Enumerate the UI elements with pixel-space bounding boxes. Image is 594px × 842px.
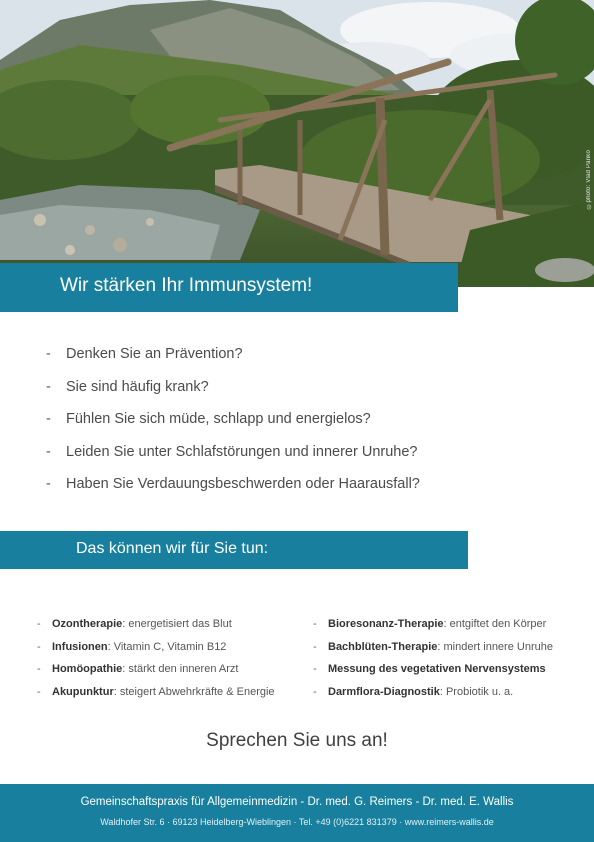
- list-item: [46, 476, 420, 509]
- service-desc: : Vitamin C, Vitamin B12: [107, 640, 227, 653]
- question-text: Sie sind häufig krank?: [66, 378, 209, 395]
- service-item: [313, 686, 553, 709]
- bullet-dash: -: [37, 640, 41, 653]
- service-item: [37, 618, 275, 641]
- question-text: Haben Sie Verdauungsbeschwerden oder Haarausfall?: [66, 476, 420, 492]
- bullet-dash: -: [46, 378, 51, 395]
- headline-banner: [0, 263, 458, 312]
- service-desc: : stärkt den inneren Arzt: [122, 663, 239, 675]
- bullet-dash: -: [46, 346, 51, 362]
- service-name: Akupunktur: [52, 685, 114, 698]
- service-desc: : Probiotik u. a.: [439, 685, 514, 698]
- bullet-dash: -: [46, 411, 51, 427]
- question-text: Fühlen Sie sich müde, schlapp und energielos?: [66, 411, 371, 427]
- service-name: Bioresonanz-Therapie: [328, 618, 444, 630]
- service-name: Bachblüten-Therapie: [328, 640, 438, 653]
- question-list: [46, 346, 420, 509]
- service-item: [37, 686, 275, 709]
- service-item: [313, 641, 553, 664]
- hero-photo: [0, 0, 594, 287]
- services-list-right: [313, 618, 553, 708]
- services-banner: [0, 531, 468, 569]
- service-desc: : mindert innere Unruhe: [437, 640, 553, 653]
- list-item: [46, 444, 420, 477]
- service-name: Infusionen: [52, 640, 108, 653]
- services-title: Das können wir für Sie tun:: [76, 540, 269, 557]
- mountain-bridge-illustration: [0, 0, 594, 287]
- question-text: Denken Sie an Prävention?: [66, 346, 243, 362]
- bullet-dash: -: [37, 685, 41, 698]
- bullet-dash: -: [313, 663, 317, 675]
- photo-credit: ©photo: Vlad Panko: [586, 150, 592, 209]
- bullet-dash: -: [37, 618, 41, 630]
- service-name: Messung des vegetativen Nervensystems: [328, 663, 546, 675]
- bullet-dash: -: [46, 476, 51, 492]
- bullet-dash: -: [313, 685, 317, 698]
- service-item: [313, 618, 553, 641]
- service-desc: : steigert Abwehrkräfte & Energie: [113, 685, 275, 698]
- question-text: Leiden Sie unter Schlafstörungen und innerer Unruhe?: [66, 443, 418, 460]
- service-item: [313, 663, 553, 686]
- list-item: [46, 411, 420, 444]
- service-desc: : energetisiert das Blut: [122, 618, 232, 630]
- list-item: [46, 346, 420, 379]
- service-name: Homöopathie: [52, 663, 123, 675]
- list-item: [46, 379, 420, 412]
- call-to-action: Sprechen Sie uns an!: [206, 730, 388, 751]
- services-list-left: [37, 618, 275, 708]
- bullet-dash: -: [37, 663, 41, 675]
- footer-contact: Waldhofer Str. 6 · 69123 Heidelberg-Wieblingen · Tel. +49 (0)6221 831379 · www.reimers-wallis.de: [100, 817, 494, 827]
- bullet-dash: -: [313, 640, 317, 653]
- footer-practice-name: Gemeinschaftspraxis für Allgemeinmedizin - Dr. med. G. Reimers - Dr. med. E. Wallis: [80, 796, 514, 808]
- footer: [0, 784, 594, 842]
- service-name: Darmflora-Diagnostik: [328, 685, 440, 698]
- bullet-dash: -: [313, 618, 317, 630]
- service-item: [37, 641, 275, 664]
- service-name: Ozontherapie: [52, 618, 123, 630]
- service-item: [37, 663, 275, 686]
- headline-title: Wir stärken Ihr Immunsystem!: [60, 275, 313, 296]
- bullet-dash: -: [46, 443, 51, 460]
- service-desc: : entgiftet den Körper: [443, 618, 547, 630]
